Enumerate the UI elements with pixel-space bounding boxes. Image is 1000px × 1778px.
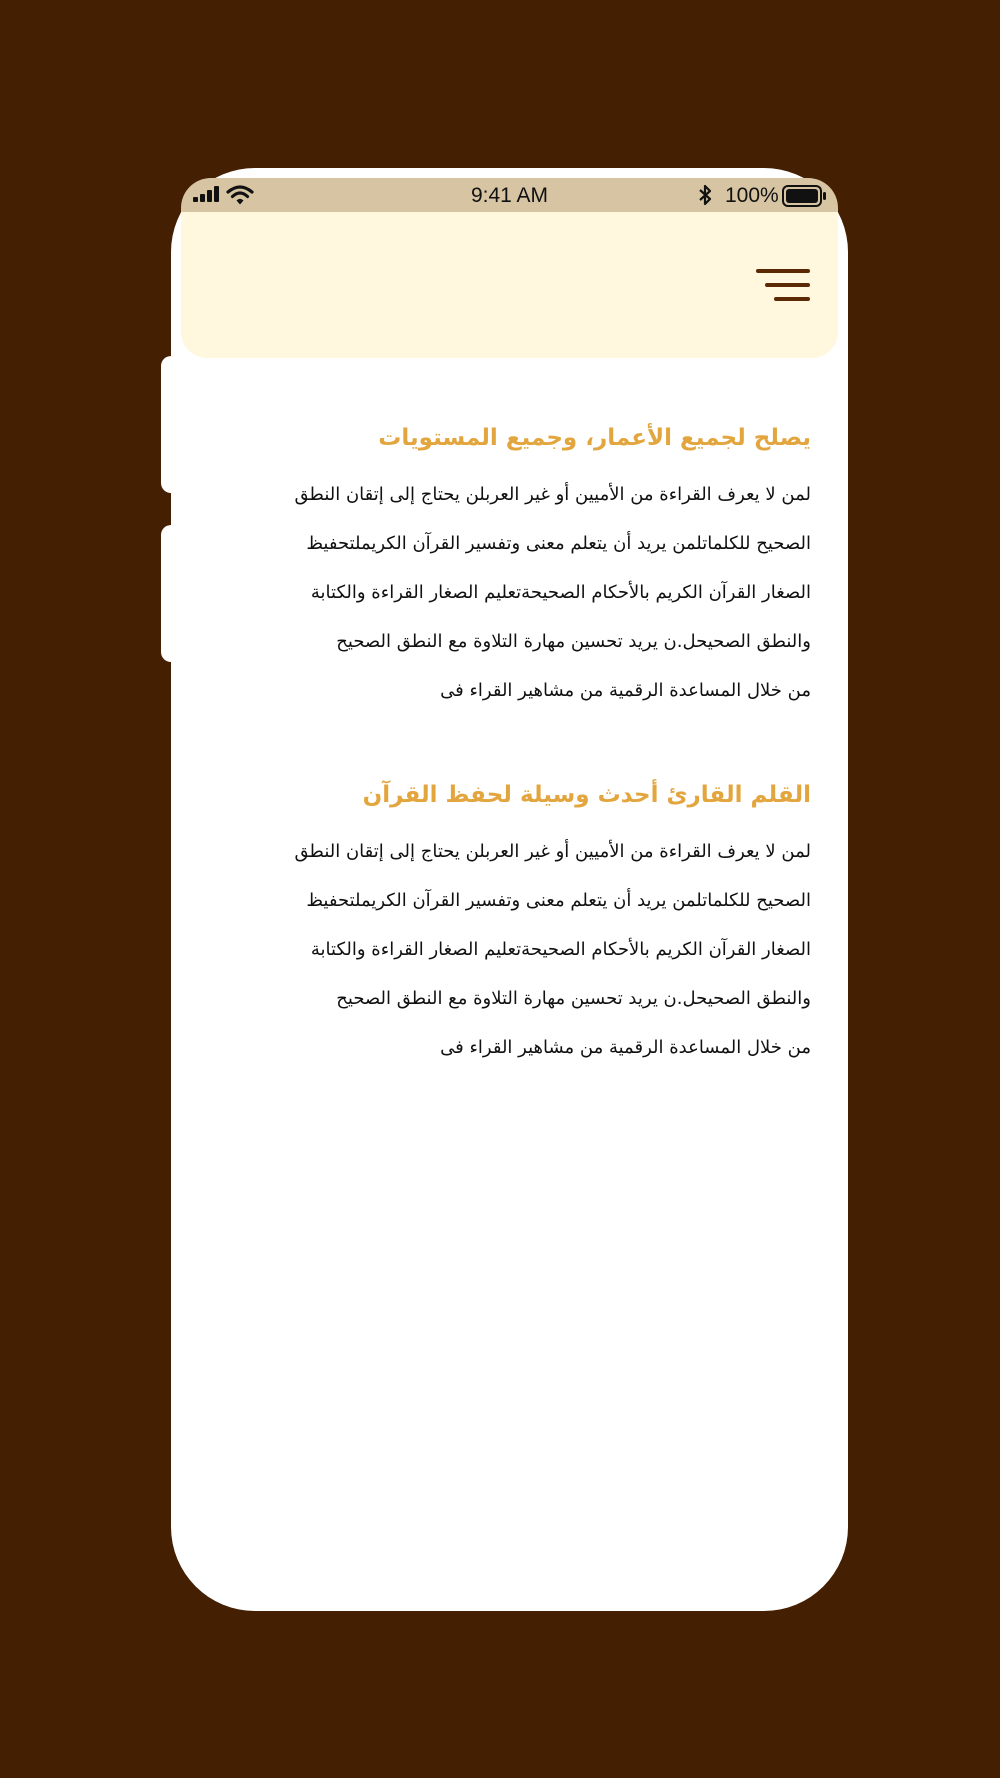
section-paragraph <box>205 470 811 715</box>
side-button-volume-down <box>161 525 181 662</box>
paragraph-line: الصحيح للكلماتلمن يريد أن يتعلم معنى وتفسير القرآن الكريملتحفيظ <box>306 533 811 554</box>
battery-percentage: 100% <box>725 184 779 207</box>
section-title: القلم القارئ أحدث وسيلة لحفظ القرآن <box>362 782 811 808</box>
paragraph-line: الصغار القرآن الكريم بالأحكام الصحيحةتعليم الصغار القراءة والكتابة <box>310 939 811 960</box>
bluetooth-icon <box>698 183 712 207</box>
section-reading-pen <box>205 767 811 1072</box>
status-bar <box>181 178 838 212</box>
paragraph-line: والنطق الصحيحل.ن يريد تحسين مهارة التلاوة مع النطق الصحيح <box>336 631 811 652</box>
section-title: يصلح لجميع الأعمار، وجميع المستويات <box>378 425 811 451</box>
side-button-volume-up <box>161 356 181 493</box>
section-paragraph <box>205 827 811 1072</box>
paragraph-line: من خلال المساعدة الرقمية من مشاهير القراء فى <box>440 1037 811 1058</box>
section-all-ages <box>205 410 811 715</box>
paragraph-line: لمن لا يعرف القراءة من الأميين أو غير العربلن يحتاج إلى إتقان النطق <box>294 484 811 505</box>
battery-icon <box>782 185 828 207</box>
main-content <box>205 410 811 1072</box>
paragraph-line: الصحيح للكلماتلمن يريد أن يتعلم معنى وتفسير القرآن الكريملتحفيظ <box>306 890 811 911</box>
status-time: 9:41 AM <box>470 184 549 207</box>
paragraph-line: الصغار القرآن الكريم بالأحكام الصحيحةتعليم الصغار القراءة والكتابة <box>310 582 811 603</box>
app-header <box>181 212 838 358</box>
paragraph-line: والنطق الصحيحل.ن يريد تحسين مهارة التلاوة مع النطق الصحيح <box>336 988 811 1009</box>
hamburger-menu-icon[interactable] <box>756 269 812 303</box>
paragraph-line: لمن لا يعرف القراءة من الأميين أو غير العربلن يحتاج إلى إتقان النطق <box>294 841 811 862</box>
paragraph-line: من خلال المساعدة الرقمية من مشاهير القراء فى <box>440 680 811 701</box>
